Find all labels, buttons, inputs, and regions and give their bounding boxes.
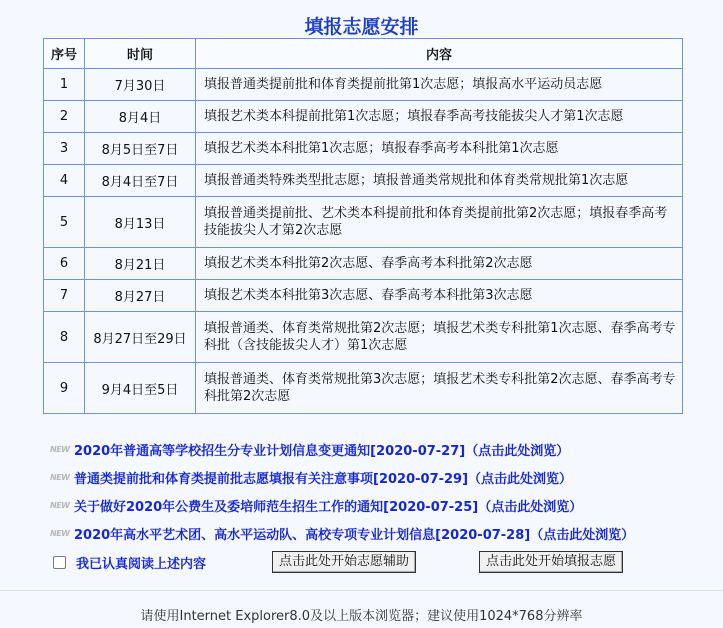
row-time: 7月30日 [85, 69, 196, 101]
row-no: 3 [44, 133, 85, 165]
read-confirm-label: 我已认真阅读上述内容 [76, 557, 207, 572]
table-row [44, 133, 683, 165]
start-assist-button[interactable]: 点击此处开始志愿辅助 [272, 551, 416, 573]
table-row [44, 69, 683, 101]
row-time: 9月4日至5日 [85, 363, 196, 414]
header-no: 序号 [44, 39, 85, 69]
new-badge-icon: NEW [50, 501, 70, 510]
row-time: 8月13日 [85, 197, 196, 248]
notice-text[interactable]: 关于做好2020年公费生及委培师范生招生工作的通知[2020-07-25]（点击此处浏览） [74, 500, 583, 515]
table-row [44, 280, 683, 312]
new-badge-icon: NEW [50, 445, 70, 454]
table-row [44, 165, 683, 197]
row-no: 2 [44, 101, 85, 133]
header-time: 时间 [85, 39, 196, 69]
row-no: 7 [44, 280, 85, 312]
notice-text[interactable]: 普通类提前批和体育类提前批志愿填报有关注意事项[2020-07-29]（点击此处浏览） [74, 472, 573, 487]
row-content: 填报普通类提前批和体育类提前批第1次志愿；填报高水平运动员志愿 [196, 69, 683, 101]
notice-link[interactable] [50, 468, 634, 496]
row-content: 填报艺术类本科提前批第1次志愿；填报春季高考技能拔尖人才第1次志愿 [196, 101, 683, 133]
row-time: 8月27日 [85, 280, 196, 312]
table-row [44, 363, 683, 414]
row-content: 填报普通类、体育类常规批第2次志愿；填报艺术类专科批第1次志愿、春季高考专科批（含技能拔尖人才）第1次志愿 [196, 312, 683, 363]
table-header-row [44, 39, 683, 69]
start-fill-button[interactable]: 点击此处开始填报志愿 [479, 551, 623, 573]
notice-text[interactable]: 2020年高水平艺术团、高水平运动队、高校专项专业计划信息[2020-07-28]（点击此处浏览） [74, 528, 635, 543]
notice-link[interactable] [50, 440, 634, 468]
row-content: 填报普通类、体育类常规批第3次志愿；填报艺术类专科批第2次志愿、春季高考专科批第2次志愿 [196, 363, 683, 414]
notice-link[interactable] [50, 496, 634, 524]
page-title: 填报志愿安排 [304, 16, 419, 38]
table-row [44, 248, 683, 280]
row-no: 4 [44, 165, 85, 197]
row-no: 1 [44, 69, 85, 101]
notice-text[interactable]: 2020年普通高等学校招生分专业计划信息变更通知[2020-07-27]（点击此处浏览） [74, 444, 570, 459]
row-content: 填报普通类提前批、艺术类本科提前批和体育类提前批第2次志愿；填报春季高考技能拔尖人才第2次志愿 [196, 197, 683, 248]
row-content: 填报普通类特殊类型批志愿；填报普通类常规批和体育类常规批第1次志愿 [196, 165, 683, 197]
row-time: 8月4日 [85, 101, 196, 133]
table-row [44, 312, 683, 363]
row-no: 9 [44, 363, 85, 414]
header-content: 内容 [196, 39, 683, 69]
row-content: 填报艺术类本科批第3次志愿、春季高考本科批第3次志愿 [196, 280, 683, 312]
table-row [44, 101, 683, 133]
row-content: 填报艺术类本科批第1次志愿；填报春季高考本科批第1次志愿 [196, 133, 683, 165]
footer-divider [0, 590, 723, 591]
row-time: 8月4日至7日 [85, 165, 196, 197]
row-time: 8月5日至7日 [85, 133, 196, 165]
new-badge-icon: NEW [50, 473, 70, 482]
row-no: 5 [44, 197, 85, 248]
notice-list [50, 440, 634, 552]
notice-link[interactable] [50, 524, 634, 552]
new-badge-icon: NEW [50, 529, 70, 538]
row-content: 填报艺术类本科批第2次志愿、春季高考本科批第2次志愿 [196, 248, 683, 280]
row-no: 8 [44, 312, 85, 363]
row-time: 8月21日 [85, 248, 196, 280]
read-confirm-checkbox[interactable] [53, 556, 66, 569]
table-row [44, 197, 683, 248]
schedule-table [43, 38, 683, 414]
footer-note: 请使用Internet Explorer8.0及以上版本浏览器；建议使用1024*768分辨率 [140, 609, 583, 624]
row-no: 6 [44, 248, 85, 280]
read-confirm [53, 553, 206, 572]
row-time: 8月27日至29日 [85, 312, 196, 363]
